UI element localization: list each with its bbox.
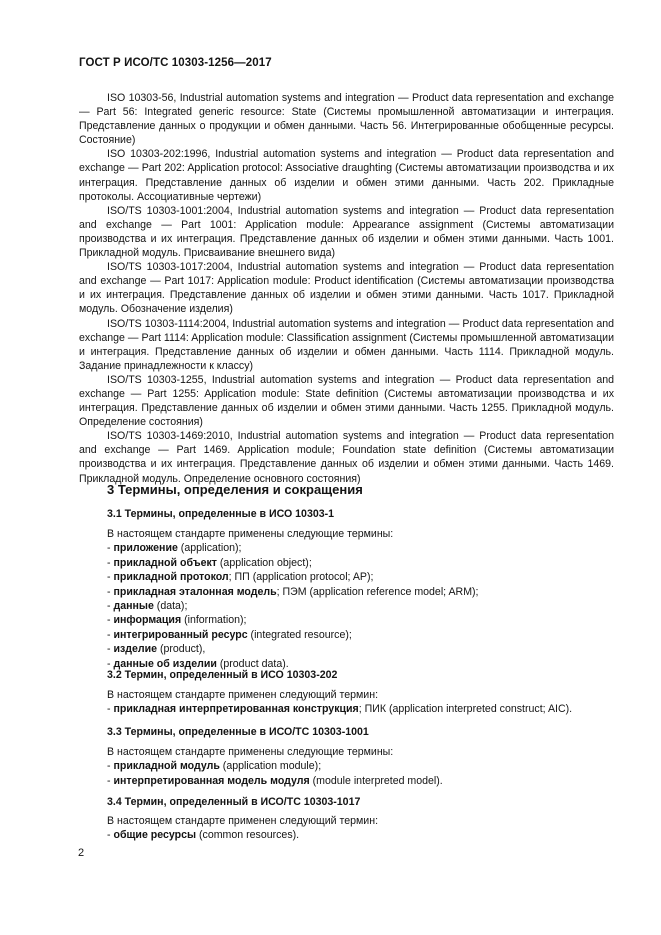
term: интерпретированная модель модуля <box>113 774 310 787</box>
term-translation: (application object); <box>216 556 312 569</box>
term-item: - интерпретированная модель модуля (module interpreted model). <box>107 774 443 787</box>
term-item: - прикладная интерпретированная конструкция; ПИК (application interpreted construct; AIC). <box>107 703 573 716</box>
term-block <box>107 688 617 717</box>
term: прикладной протокол <box>113 571 229 584</box>
term-translation: (data); <box>153 600 188 613</box>
subsection-title: 3.4 Термин, определенный в ИСО/ТС 10303-1017 <box>107 796 361 808</box>
term-item: - данные (data); <box>107 600 188 613</box>
term-item: - прикладная эталонная модель; ПЭМ (application reference model; ARM); <box>107 585 479 598</box>
term: прикладная интерпретированная конструкция <box>113 703 359 716</box>
term-item: - интегрированный ресурс (integrated resource); <box>107 628 352 641</box>
intro-text: В настоящем стандарте применен следующий термин: <box>107 815 379 827</box>
reference-item: ISO 10303-56, Industrial automation systems and integration — Product data representation and exchange — Part 56: Integrated generic resource: State (Системы промышленной автоматизации и интеграция. Представление данных о продукции и обмен данными. Часть 56. Интегрированные обобщенные ресурсы. Состояние) <box>79 92 614 147</box>
page-number: 2 <box>78 847 85 859</box>
document-header: ГОСТ Р ИСО/ТС 10303-1256—2017 <box>79 57 272 69</box>
term-translation: (integrated resource); <box>247 628 352 641</box>
term-translation: (product), <box>157 643 206 656</box>
term-block <box>107 814 617 843</box>
section-title: 3 Термины, определения и сокращения <box>107 482 363 497</box>
term: прикладной объект <box>113 556 217 569</box>
reference-item: ISO/TS 10303-1469:2010, Industrial automation systems and integration — Product data representation and exchange — Part 1469. Application module; Foundation state definition (Системы автоматизации производства и их интеграция. Представление данных об изделии и обмен этими данными. Часть 1469. Прикладной модуль. Определение основного состояния) <box>79 430 614 485</box>
subsection-title: 3.1 Термины, определенные в ИСО 10303-1 <box>107 508 335 520</box>
normative-references <box>79 91 614 486</box>
term-item: - общие ресурсы (common resources). <box>107 829 300 842</box>
intro-text: В настоящем стандарте применен следующий термин: <box>107 689 379 701</box>
term-translation: ; ПП (application protocol; AP); <box>228 571 374 584</box>
term-item: - прикладной протокол; ПП (application protocol; AP); <box>107 571 374 584</box>
term-translation: (module interpreted model). <box>309 774 443 787</box>
term: интегрированный ресурс <box>113 628 248 641</box>
term-item: - прикладной модуль (application module); <box>107 760 322 773</box>
reference-item: ISO/TS 10303-1255, Industrial automation systems and integration — Product data representation and exchange — Part 1255: Application module: State definition (Системы автоматизации производства и их интеграция. Представление данных об изделии и обмен этими данными. Часть 1255. Прикладной модуль. Определение состояния) <box>79 373 614 429</box>
term-translation: (information); <box>181 614 247 627</box>
term: информация <box>113 614 182 627</box>
term: приложение <box>113 542 178 555</box>
intro-text: В настоящем стандарте применены следующие термины: <box>107 528 394 540</box>
term-translation: ; ПИК (application interpreted construct; AIC). <box>358 703 573 716</box>
intro-text: В настоящем стандарте применены следующие термины: <box>107 746 394 758</box>
term-item: - информация (information); <box>107 614 247 627</box>
term-item: - данные об изделии (product data). <box>107 657 289 670</box>
subsection-title: 3.2 Термин, определенный в ИСО 10303-202 <box>107 669 338 681</box>
reference-item: ISO/TS 10303-1114:2004, Industrial automation systems and integration — Product data representation and exchange — Part 1114: Application module: Classification assignment (Системы промышленной автоматизации и интеграция. Представление данных об изделии и обмен данными. Часть 1114. Прикладной модуль. Задание принадлежности к классу) <box>79 317 614 372</box>
term-item: - прикладной объект (application object); <box>107 556 312 569</box>
term-translation: (common resources). <box>196 829 300 842</box>
term-translation: ; ПЭМ (application reference model; ARM); <box>276 585 479 598</box>
term: прикладной модуль <box>113 760 220 773</box>
term-item: - изделие (product), <box>107 643 206 656</box>
term: данные <box>113 600 154 613</box>
term-item: - приложение (application); <box>107 542 242 555</box>
term-translation: (application module); <box>219 760 322 773</box>
reference-item: ISO/TS 10303-1001:2004, Industrial automation systems and integration — Product data representation and exchange — Part 1001: Application module: Appearance assignment (Системы автоматизации производства и их интеграция. Представление данных об изделии и обмен этими данными. Часть 1001. Прикладной модуль. Присваивание внешнего вида) <box>79 204 614 260</box>
reference-item: ISO/TS 10303-1017:2004, Industrial automation systems and integration — Product data representation and exchange — Part 1017: Application module: Product identification (Системы автоматизации производства и их интеграция. Представление данных об изделии и обмен этими данными. Часть 1017. Прикладной модуль. Обозначение изделия) <box>79 261 614 316</box>
term: общие ресурсы <box>113 829 197 842</box>
term-translation: (product data). <box>216 657 289 670</box>
term: изделие <box>113 643 158 656</box>
reference-item: ISO 10303-202:1996, Industrial automation systems and integration — Product data representation and exchange — Part 202: Application protocol: Associative draughting (Системы автоматизации производства и их интеграция. Представление данных об изделии и обмен этими данными. Часть 202. Прикладные протоколы. Ассоциативные чертежи) <box>79 148 614 203</box>
term-translation: (application); <box>177 542 242 555</box>
term-block <box>107 527 617 671</box>
subsection-title: 3.3 Термины, определенные в ИСО/ТС 10303-1001 <box>107 726 369 738</box>
term: прикладная эталонная модель <box>113 585 277 598</box>
term: данные об изделии <box>113 657 217 670</box>
term-block <box>107 745 617 788</box>
